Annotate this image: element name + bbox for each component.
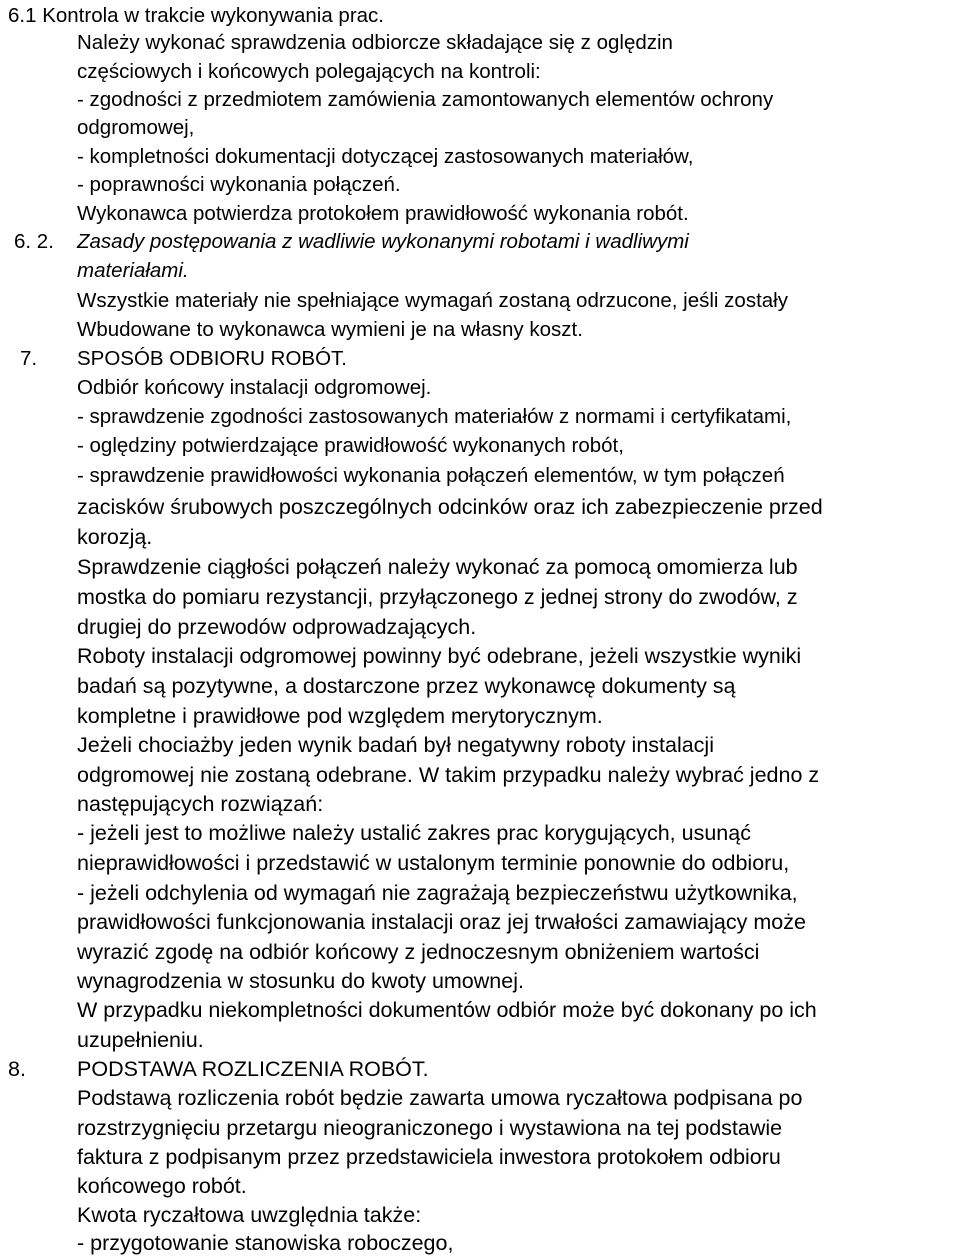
paragraph-line: drugiej do przewodów odprowadzających. [77,615,477,639]
list-item: - przygotowanie stanowiska roboczego, [77,1231,454,1255]
paragraph-line: badań są pozytywne, a dostarczone przez wykonawcę dokumenty są [77,674,736,698]
list-item: - sprawdzenie prawidłowości wykonania połączeń elementów, w tym połączeń [77,464,785,487]
section-heading-italic: materiałami. [77,259,189,282]
paragraph-line: rozstrzygnięciu przetargu nieograniczonego i wystawiona na tej podstawie [77,1116,783,1140]
section-heading-italic: Zasady postępowania z wadliwie wykonanymi robotami i wadliwymi [77,230,689,253]
paragraph-line: mostka do pomiaru rezystancji, przyłączonego z jednej strony do zwodów, z [77,585,798,609]
paragraph-line: Wszystkie materiały nie spełniające wymagań zostaną odrzucone, jeśli zostały [77,289,788,312]
paragraph-line: Odbiór końcowy instalacji odgromowej. [77,376,432,399]
paragraph-line: częściowych i końcowych polegających na kontroli: [77,60,541,83]
list-item: - jeżeli odchylenia od wymagań nie zagrażają bezpieczeństwu użytkownika, [77,881,798,905]
paragraph-line: Kwota ryczałtowa uwzględnia także: [77,1203,422,1227]
section-heading: SPOSÓB ODBIORU ROBÓT. [77,347,347,370]
section-number: 8. [8,1057,26,1081]
paragraph-line: kompletne i prawidłowe pod względem merytorycznym. [77,704,603,728]
paragraph-line: końcowego robót. [77,1174,247,1198]
list-item-continuation: wyrazić zgodę na odbiór końcowy z jednoczesnym obniżeniem wartości [77,940,760,964]
paragraph-line: Roboty instalacji odgromowej powinny być odebrane, jeżeli wszystkie wyniki [77,644,802,668]
list-item-continuation: wynagrodzenia w stosunku do kwoty umownej. [77,969,524,993]
list-item-continuation: korozją. [77,525,153,549]
paragraph-line: Sprawdzenie ciągłości połączeń należy wykonać za pomocą omomierza lub [77,555,798,579]
section-heading: 6.1 Kontrola w trakcie wykonywania prac. [8,4,385,27]
list-item: - sprawdzenie zgodności zastosowanych materiałów z normami i certyfikatami, [77,405,792,428]
paragraph-line: W przypadku niekompletności dokumentów odbiór może być dokonany po ich [77,998,817,1022]
list-item: - poprawności wykonania połączeń. [77,173,401,196]
paragraph-line: następujących rozwiązań: [77,792,324,816]
list-item-continuation: odgromowej, [77,116,195,139]
list-item: - kompletności dokumentacji dotyczącej zastosowanych materiałów, [77,145,694,168]
list-item: - zgodności z przedmiotem zamówienia zamontowanych elementów ochrony [77,88,774,111]
list-item-continuation: nieprawidłowości i przedstawić w ustalonym terminie ponownie do odbioru, [77,851,790,875]
paragraph-line: Wbudowane to wykonawca wymieni je na własny koszt. [77,318,583,341]
paragraph-line: Należy wykonać sprawdzenia odbiorcze składające się z oględzin [77,31,673,54]
section-number: 6. 2. [14,230,54,253]
paragraph-line: odgromowej nie zostaną odebrane. W takim przypadku należy wybrać jedno z [77,763,820,787]
paragraph-line: Wykonawca potwierdza protokołem prawidłowość wykonania robót. [77,202,689,225]
list-item-continuation: zacisków śrubowych poszczególnych odcinków oraz ich zabezpieczenie przed [77,495,823,519]
list-item-continuation: prawidłowości funkcjonowania instalacji oraz jej trwałości zamawiający może [77,910,806,934]
section-number: 7. [20,347,38,370]
list-item: - jeżeli jest to możliwe należy ustalić zakres prac korygujących, usunąć [77,821,751,845]
paragraph-line: Podstawą rozliczenia robót będzie zawarta umowa ryczałtowa podpisana po [77,1086,803,1110]
list-item: - oględziny potwierdzające prawidłowość wykonanych robót, [77,434,624,457]
paragraph-line: Jeżeli chociażby jeden wynik badań był negatywny roboty instalacji [77,733,714,757]
paragraph-line: faktura z podpisanym przez przedstawiciela inwestora protokołem odbioru [77,1145,781,1169]
paragraph-line: uzupełnieniu. [77,1028,204,1052]
section-heading: PODSTAWA ROZLICZENIA ROBÓT. [77,1057,429,1081]
